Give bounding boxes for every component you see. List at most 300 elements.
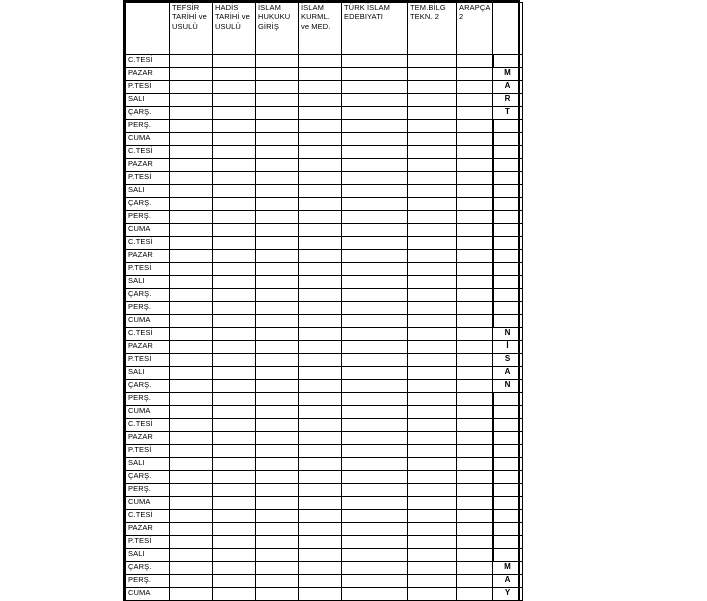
schedule-cell[interactable] — [170, 380, 213, 393]
schedule-cell[interactable] — [299, 341, 342, 354]
schedule-cell[interactable] — [299, 302, 342, 315]
schedule-cell[interactable] — [457, 393, 493, 406]
schedule-cell[interactable] — [213, 341, 256, 354]
schedule-cell[interactable] — [342, 523, 408, 536]
schedule-cell[interactable] — [457, 536, 493, 549]
schedule-cell[interactable] — [170, 536, 213, 549]
column-header-islam-hukuku: İSLAM HUKUKU GİRİŞ — [256, 3, 299, 55]
schedule-cell[interactable] — [213, 510, 256, 523]
schedule-cell[interactable] — [256, 146, 299, 159]
schedule-cell[interactable] — [170, 276, 213, 289]
schedule-cell[interactable] — [170, 237, 213, 250]
schedule-cell[interactable] — [256, 562, 299, 575]
schedule-cell[interactable] — [170, 172, 213, 185]
schedule-cell[interactable] — [342, 471, 408, 484]
schedule-cell[interactable] — [299, 224, 342, 237]
schedule-cell[interactable] — [170, 250, 213, 263]
schedule-cell[interactable] — [299, 575, 342, 588]
schedule-cell[interactable] — [457, 211, 493, 224]
schedule-cell[interactable] — [213, 68, 256, 81]
schedule-cell[interactable] — [213, 354, 256, 367]
schedule-cell[interactable] — [170, 159, 213, 172]
schedule-cell[interactable] — [457, 94, 493, 107]
schedule-cell[interactable] — [170, 198, 213, 211]
schedule-cell[interactable] — [457, 354, 493, 367]
schedule-cell[interactable] — [342, 276, 408, 289]
schedule-cell[interactable] — [457, 68, 493, 81]
schedule-cell[interactable] — [342, 107, 408, 120]
schedule-cell[interactable] — [299, 588, 342, 601]
schedule-cell[interactable] — [408, 588, 457, 601]
schedule-cell[interactable] — [256, 536, 299, 549]
schedule-cell[interactable] — [457, 237, 493, 250]
schedule-cell[interactable] — [256, 497, 299, 510]
schedule-cell[interactable] — [408, 68, 457, 81]
schedule-cell[interactable] — [408, 94, 457, 107]
schedule-cell[interactable] — [408, 81, 457, 94]
schedule-cell[interactable] — [408, 107, 457, 120]
schedule-cell[interactable] — [256, 315, 299, 328]
schedule-cell[interactable] — [408, 55, 457, 68]
schedule-cell[interactable] — [256, 484, 299, 497]
schedule-cell[interactable] — [342, 94, 408, 107]
schedule-cell[interactable] — [408, 445, 457, 458]
schedule-cell[interactable] — [457, 224, 493, 237]
schedule-cell[interactable] — [256, 263, 299, 276]
schedule-cell[interactable] — [256, 185, 299, 198]
schedule-cell[interactable] — [256, 367, 299, 380]
schedule-cell[interactable] — [256, 575, 299, 588]
schedule-cell[interactable] — [256, 224, 299, 237]
schedule-cell[interactable] — [342, 380, 408, 393]
schedule-cell[interactable] — [170, 497, 213, 510]
schedule-cell[interactable] — [256, 55, 299, 68]
schedule-cell[interactable] — [213, 588, 256, 601]
schedule-cell[interactable] — [213, 55, 256, 68]
schedule-cell[interactable] — [342, 367, 408, 380]
schedule-cell[interactable] — [342, 393, 408, 406]
schedule-cell[interactable] — [256, 198, 299, 211]
schedule-cell[interactable] — [342, 68, 408, 81]
schedule-cell[interactable] — [342, 146, 408, 159]
schedule-cell[interactable] — [457, 419, 493, 432]
schedule-cell[interactable] — [170, 133, 213, 146]
schedule-cell[interactable] — [408, 159, 457, 172]
schedule-cell[interactable] — [299, 380, 342, 393]
schedule-cell[interactable] — [299, 81, 342, 94]
schedule-cell[interactable] — [256, 172, 299, 185]
schedule-cell[interactable] — [457, 263, 493, 276]
schedule-cell[interactable] — [457, 341, 493, 354]
schedule-cell[interactable] — [170, 328, 213, 341]
schedule-cell[interactable] — [408, 419, 457, 432]
schedule-cell[interactable] — [408, 250, 457, 263]
schedule-cell[interactable] — [170, 211, 213, 224]
schedule-cell[interactable] — [170, 471, 213, 484]
schedule-cell[interactable] — [299, 68, 342, 81]
schedule-cell[interactable] — [457, 185, 493, 198]
schedule-cell[interactable] — [256, 341, 299, 354]
schedule-cell[interactable] — [256, 289, 299, 302]
schedule-cell[interactable] — [213, 575, 256, 588]
schedule-cell[interactable] — [342, 419, 408, 432]
schedule-cell[interactable] — [457, 510, 493, 523]
schedule-cell[interactable] — [256, 120, 299, 133]
schedule-cell[interactable] — [170, 562, 213, 575]
schedule-cell[interactable] — [457, 380, 493, 393]
schedule-cell[interactable] — [256, 380, 299, 393]
schedule-cell[interactable] — [213, 315, 256, 328]
schedule-cell[interactable] — [170, 510, 213, 523]
schedule-cell[interactable] — [408, 562, 457, 575]
schedule-cell[interactable] — [213, 393, 256, 406]
schedule-cell[interactable] — [342, 458, 408, 471]
schedule-cell[interactable] — [213, 367, 256, 380]
schedule-cell[interactable] — [408, 406, 457, 419]
schedule-cell[interactable] — [457, 497, 493, 510]
schedule-cell[interactable] — [299, 562, 342, 575]
schedule-cell[interactable] — [299, 107, 342, 120]
schedule-cell[interactable] — [213, 94, 256, 107]
schedule-cell[interactable] — [170, 263, 213, 276]
schedule-cell[interactable] — [170, 68, 213, 81]
schedule-cell[interactable] — [342, 250, 408, 263]
schedule-cell[interactable] — [299, 549, 342, 562]
schedule-cell[interactable] — [256, 393, 299, 406]
schedule-cell[interactable] — [256, 94, 299, 107]
schedule-cell[interactable] — [342, 289, 408, 302]
schedule-cell[interactable] — [457, 367, 493, 380]
schedule-cell[interactable] — [342, 224, 408, 237]
month-letter: R — [493, 94, 523, 107]
schedule-cell[interactable] — [299, 120, 342, 133]
schedule-cell[interactable] — [299, 432, 342, 445]
schedule-cell[interactable] — [256, 458, 299, 471]
schedule-cell[interactable] — [299, 523, 342, 536]
schedule-cell[interactable] — [256, 107, 299, 120]
schedule-cell[interactable] — [213, 185, 256, 198]
schedule-cell[interactable] — [299, 367, 342, 380]
schedule-cell[interactable] — [342, 588, 408, 601]
schedule-cell[interactable] — [342, 445, 408, 458]
schedule-cell[interactable] — [299, 185, 342, 198]
schedule-cell[interactable] — [299, 484, 342, 497]
schedule-cell[interactable] — [408, 302, 457, 315]
schedule-cell[interactable] — [213, 250, 256, 263]
schedule-cell[interactable] — [457, 315, 493, 328]
schedule-cell[interactable] — [408, 263, 457, 276]
schedule-cell[interactable] — [342, 237, 408, 250]
schedule-cell[interactable] — [408, 276, 457, 289]
schedule-cell[interactable] — [457, 250, 493, 263]
month-letter: M — [493, 68, 523, 81]
schedule-cell[interactable] — [342, 302, 408, 315]
schedule-cell[interactable] — [213, 328, 256, 341]
schedule-cell[interactable] — [213, 302, 256, 315]
schedule-cell[interactable] — [408, 523, 457, 536]
schedule-cell[interactable] — [213, 289, 256, 302]
schedule-cell[interactable] — [213, 484, 256, 497]
schedule-cell[interactable] — [408, 224, 457, 237]
schedule-cell[interactable] — [342, 120, 408, 133]
schedule-cell[interactable] — [299, 328, 342, 341]
schedule-cell[interactable] — [170, 120, 213, 133]
schedule-cell[interactable] — [213, 263, 256, 276]
schedule-cell[interactable] — [457, 562, 493, 575]
schedule-cell[interactable] — [299, 198, 342, 211]
schedule-cell[interactable] — [457, 432, 493, 445]
schedule-cell[interactable] — [256, 471, 299, 484]
schedule-cell[interactable] — [256, 237, 299, 250]
schedule-cell[interactable] — [408, 497, 457, 510]
schedule-cell[interactable] — [170, 523, 213, 536]
schedule-cell[interactable] — [457, 328, 493, 341]
schedule-cell[interactable] — [213, 172, 256, 185]
schedule-cell[interactable] — [170, 341, 213, 354]
schedule-cell[interactable] — [299, 172, 342, 185]
schedule-cell[interactable] — [213, 224, 256, 237]
schedule-cell[interactable] — [457, 120, 493, 133]
schedule-cell[interactable] — [256, 432, 299, 445]
schedule-cell[interactable] — [213, 276, 256, 289]
schedule-cell[interactable] — [299, 393, 342, 406]
schedule-cell[interactable] — [213, 497, 256, 510]
schedule-cell[interactable] — [256, 68, 299, 81]
schedule-cell[interactable] — [213, 107, 256, 120]
schedule-cell[interactable] — [408, 133, 457, 146]
schedule-cell[interactable] — [457, 471, 493, 484]
schedule-cell[interactable] — [170, 445, 213, 458]
schedule-cell[interactable] — [170, 354, 213, 367]
schedule-cell[interactable] — [299, 458, 342, 471]
schedule-cell[interactable] — [408, 471, 457, 484]
schedule-cell[interactable] — [408, 575, 457, 588]
schedule-cell[interactable] — [408, 367, 457, 380]
schedule-cell[interactable] — [213, 406, 256, 419]
schedule-cell[interactable] — [299, 354, 342, 367]
schedule-cell[interactable] — [299, 94, 342, 107]
schedule-cell[interactable] — [170, 224, 213, 237]
schedule-cell[interactable] — [408, 549, 457, 562]
schedule-cell[interactable] — [213, 159, 256, 172]
schedule-cell[interactable] — [342, 497, 408, 510]
schedule-cell[interactable] — [408, 185, 457, 198]
schedule-cell[interactable] — [299, 276, 342, 289]
schedule-cell[interactable] — [256, 81, 299, 94]
schedule-cell[interactable] — [342, 315, 408, 328]
schedule-cell[interactable] — [408, 289, 457, 302]
schedule-cell[interactable] — [342, 341, 408, 354]
schedule-cell[interactable] — [256, 419, 299, 432]
schedule-cell[interactable] — [342, 536, 408, 549]
schedule-cell[interactable] — [342, 406, 408, 419]
schedule-cell[interactable] — [457, 172, 493, 185]
schedule-cell[interactable] — [170, 484, 213, 497]
schedule-cell[interactable] — [342, 575, 408, 588]
schedule-cell[interactable] — [256, 159, 299, 172]
schedule-cell[interactable] — [256, 445, 299, 458]
schedule-cell[interactable] — [256, 276, 299, 289]
schedule-cell[interactable] — [457, 302, 493, 315]
schedule-cell[interactable] — [408, 536, 457, 549]
schedule-cell[interactable] — [457, 289, 493, 302]
schedule-cell[interactable] — [213, 419, 256, 432]
schedule-cell[interactable] — [342, 328, 408, 341]
schedule-cell[interactable] — [342, 185, 408, 198]
schedule-cell[interactable] — [256, 211, 299, 224]
schedule-cell[interactable] — [299, 250, 342, 263]
schedule-cell[interactable] — [342, 510, 408, 523]
table-row — [126, 536, 523, 549]
schedule-cell[interactable] — [213, 133, 256, 146]
schedule-cell[interactable] — [342, 432, 408, 445]
schedule-cell[interactable] — [342, 55, 408, 68]
schedule-cell[interactable] — [457, 55, 493, 68]
schedule-cell[interactable] — [213, 237, 256, 250]
schedule-cell[interactable] — [170, 419, 213, 432]
schedule-cell[interactable] — [256, 302, 299, 315]
schedule-cell[interactable] — [170, 588, 213, 601]
schedule-cell[interactable] — [457, 484, 493, 497]
schedule-cell[interactable] — [408, 211, 457, 224]
schedule-cell[interactable] — [170, 549, 213, 562]
schedule-cell[interactable] — [342, 172, 408, 185]
schedule-cell[interactable] — [170, 575, 213, 588]
schedule-cell[interactable] — [213, 445, 256, 458]
schedule-cell[interactable] — [170, 81, 213, 94]
schedule-cell[interactable] — [408, 315, 457, 328]
schedule-cell[interactable] — [457, 159, 493, 172]
schedule-cell[interactable] — [457, 406, 493, 419]
schedule-cell[interactable] — [213, 120, 256, 133]
schedule-cell[interactable] — [299, 315, 342, 328]
schedule-cell[interactable] — [213, 549, 256, 562]
schedule-cell[interactable] — [170, 393, 213, 406]
schedule-cell[interactable] — [342, 549, 408, 562]
schedule-cell[interactable] — [457, 523, 493, 536]
table-row — [126, 133, 523, 146]
schedule-cell[interactable] — [170, 107, 213, 120]
schedule-cell[interactable] — [170, 367, 213, 380]
schedule-cell[interactable] — [342, 562, 408, 575]
schedule-cell[interactable] — [170, 302, 213, 315]
schedule-cell[interactable] — [457, 146, 493, 159]
schedule-cell[interactable] — [408, 341, 457, 354]
schedule-cell[interactable] — [213, 146, 256, 159]
schedule-cell[interactable] — [213, 81, 256, 94]
schedule-cell[interactable] — [299, 406, 342, 419]
schedule-cell[interactable] — [213, 471, 256, 484]
schedule-cell[interactable] — [213, 536, 256, 549]
schedule-cell[interactable] — [457, 445, 493, 458]
schedule-cell[interactable] — [299, 471, 342, 484]
schedule-cell[interactable] — [170, 146, 213, 159]
schedule-cell[interactable] — [342, 198, 408, 211]
schedule-cell[interactable] — [213, 380, 256, 393]
schedule-cell[interactable] — [457, 588, 493, 601]
schedule-cell[interactable] — [299, 445, 342, 458]
schedule-cell[interactable] — [170, 432, 213, 445]
schedule-cell[interactable] — [299, 419, 342, 432]
schedule-cell[interactable] — [299, 263, 342, 276]
schedule-cell[interactable] — [457, 81, 493, 94]
schedule-cell[interactable] — [342, 354, 408, 367]
schedule-cell[interactable] — [256, 250, 299, 263]
schedule-cell[interactable] — [299, 289, 342, 302]
schedule-cell[interactable] — [408, 354, 457, 367]
schedule-cell[interactable] — [213, 562, 256, 575]
schedule-cell[interactable] — [256, 354, 299, 367]
schedule-cell[interactable] — [408, 172, 457, 185]
schedule-cell[interactable] — [213, 523, 256, 536]
schedule-cell[interactable] — [213, 198, 256, 211]
schedule-cell[interactable] — [170, 185, 213, 198]
schedule-cell[interactable] — [170, 458, 213, 471]
schedule-cell[interactable] — [342, 484, 408, 497]
schedule-cell[interactable] — [342, 263, 408, 276]
schedule-cell[interactable] — [408, 380, 457, 393]
schedule-cell[interactable] — [408, 198, 457, 211]
schedule-cell[interactable] — [299, 159, 342, 172]
schedule-cell[interactable] — [170, 55, 213, 68]
schedule-cell[interactable] — [213, 211, 256, 224]
schedule-cell[interactable] — [299, 133, 342, 146]
schedule-cell[interactable] — [457, 133, 493, 146]
schedule-cell[interactable] — [256, 510, 299, 523]
schedule-cell[interactable] — [457, 458, 493, 471]
schedule-cell[interactable] — [256, 133, 299, 146]
schedule-cell[interactable] — [408, 458, 457, 471]
schedule-cell[interactable] — [457, 107, 493, 120]
schedule-cell[interactable] — [408, 328, 457, 341]
schedule-cell[interactable] — [408, 432, 457, 445]
schedule-cell[interactable] — [256, 328, 299, 341]
schedule-cell[interactable] — [408, 120, 457, 133]
schedule-cell[interactable] — [457, 575, 493, 588]
schedule-cell[interactable] — [256, 406, 299, 419]
schedule-cell[interactable] — [299, 536, 342, 549]
schedule-cell[interactable] — [299, 146, 342, 159]
schedule-cell[interactable] — [170, 94, 213, 107]
schedule-cell[interactable] — [299, 510, 342, 523]
schedule-cell[interactable] — [408, 510, 457, 523]
table-row — [126, 328, 523, 341]
schedule-cell[interactable] — [342, 133, 408, 146]
schedule-cell[interactable] — [342, 81, 408, 94]
schedule-cell[interactable] — [170, 406, 213, 419]
schedule-cell[interactable] — [256, 588, 299, 601]
schedule-cell[interactable] — [408, 484, 457, 497]
schedule-cell[interactable] — [457, 198, 493, 211]
schedule-cell[interactable] — [299, 55, 342, 68]
schedule-cell[interactable] — [457, 549, 493, 562]
schedule-cell[interactable] — [256, 549, 299, 562]
schedule-cell[interactable] — [256, 523, 299, 536]
schedule-cell[interactable] — [408, 146, 457, 159]
schedule-cell[interactable] — [342, 211, 408, 224]
schedule-cell[interactable] — [408, 393, 457, 406]
schedule-cell[interactable] — [457, 276, 493, 289]
schedule-cell[interactable] — [170, 315, 213, 328]
schedule-cell[interactable] — [299, 237, 342, 250]
schedule-cell[interactable] — [408, 237, 457, 250]
schedule-cell[interactable] — [170, 289, 213, 302]
schedule-cell[interactable] — [213, 458, 256, 471]
schedule-cell[interactable] — [299, 211, 342, 224]
schedule-cell[interactable] — [342, 159, 408, 172]
schedule-cell[interactable] — [213, 432, 256, 445]
schedule-cell[interactable] — [299, 497, 342, 510]
